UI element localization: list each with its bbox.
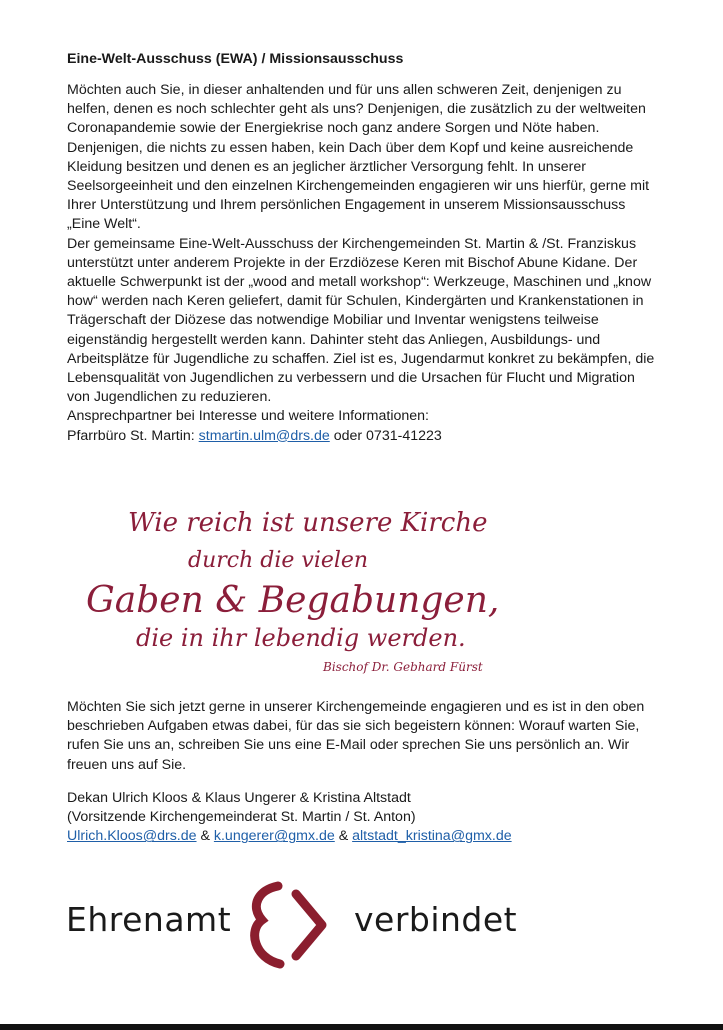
quote-line-4: die in ihr lebendig werden. [136,624,466,652]
office-prefix: Pfarrbüro St. Martin: [67,427,199,444]
office-contact [67,427,657,446]
email-link-altstadt[interactable]: altstadt_kristina@gmx.de [352,828,512,845]
email-link-kloos[interactable]: Ulrich.Kloos@drs.de [67,828,197,845]
page-bottom-border [0,1024,723,1030]
project-paragraph: Der gemeinsame Eine-Welt-Ausschuss der Kirchengemeinden St. Martin & /St. Franziskus unterstützt unter anderem Projekte in der Erzdiözese Keren mit Bischof Abune Kidane. Der aktuelle Schwerpunkt ist der „wood and metall workshop“: Werkzeuge, Maschinen und „know how“ werden nach Keren geliefert, damit für Schulen, Kindergärten und Krankenstationen in Trägerschaft der Diözese das notwendige Mobiliar und Inventar wenigstens teilweise eigenständig hergestellt werden kann. Dahinter steht das Anliegen, Ausbildungs- und Arbeitsplätze für Jugendliche zu schaffen. Ziel ist es, Jugendarmut konkret zu bekämpfen, die Lebensqualität von Jugendlichen zu verbessern und die Ursachen für Flucht und Migration von Jugendlichen zu reduzieren. [67,235,655,406]
contact-line: Ansprechpartner bei Interesse und weitere Informationen: [67,408,429,425]
bracket-logo-icon [244,880,344,970]
email-separator: & [196,828,214,845]
email-link-ungerer[interactable]: k.ungerer@gmx.de [213,828,335,845]
quote-line-2: durch die vielen [188,548,369,573]
invitation-block [67,698,657,775]
quote-author: Bischof Dr. Gebhard Fürst [323,660,483,674]
invitation-paragraph: Möchten Sie sich jetzt gerne in unserer Kirchengemeinde engagieren und es ist in den oben beschrieben Aufgaben etwas dabei, für das sie sich begeistern können: Worauf warten Sie, rufen Sie uns an, schreiben Sie uns eine E-Mail oder sprechen Sie uns persönlich an. Wir freuen uns auf Sie. [67,699,645,773]
quote-line-1: Wie reich ist unsere Kirche [128,508,488,538]
office-phone: oder 0731-41223 [329,427,442,444]
office-email-link[interactable]: stmartin.ulm@drs.de [198,427,330,444]
logo-word-right: verbindet [354,900,518,939]
signature-names: Dekan Ulrich Kloos & Klaus Ungerer & Kristina Altstadt [67,790,411,806]
logo-word-left: Ehrenamt [66,900,232,939]
quote-image [78,508,528,683]
signature-block [67,789,657,847]
quote-line-3: Gaben & Begabungen, [86,580,500,621]
main-article [67,50,657,446]
email-separator: & [334,828,353,845]
signature-role: (Vorsitzende Kirchengemeinderat St. Martin / St. Anton) [67,809,416,826]
signature-emails [67,827,657,846]
ehrenamt-logo [66,880,526,970]
section-heading: Eine-Welt-Ausschuss (EWA) / Missionsausschuss [67,51,404,67]
intro-paragraph: Möchten auch Sie, in dieser anhaltenden und für uns allen schweren Zeit, denjenigen zu helfen, denen es noch schlechter geht als uns? Denjenigen, die zusätzlich zu der weltweiten Coronapandemie sowie der Energiekrise noch ganz andere Sorgen und Nöte haben. Denjenigen, die nichts zu essen haben, kein Dach über dem Kopf und keine ausreichende Kleidung besitzen und denen es an jeglicher ärztlicher Versorgung fehlt. In unserer Seelsorgeeinheit und den einzelnen Kirchengemeinden engagieren wir uns hierfür, gerne mit Ihrer Unterstützung und Ihrem persönlichen Engagement in unserem Missionsausschuss „Eine Welt“. [67,82,650,233]
